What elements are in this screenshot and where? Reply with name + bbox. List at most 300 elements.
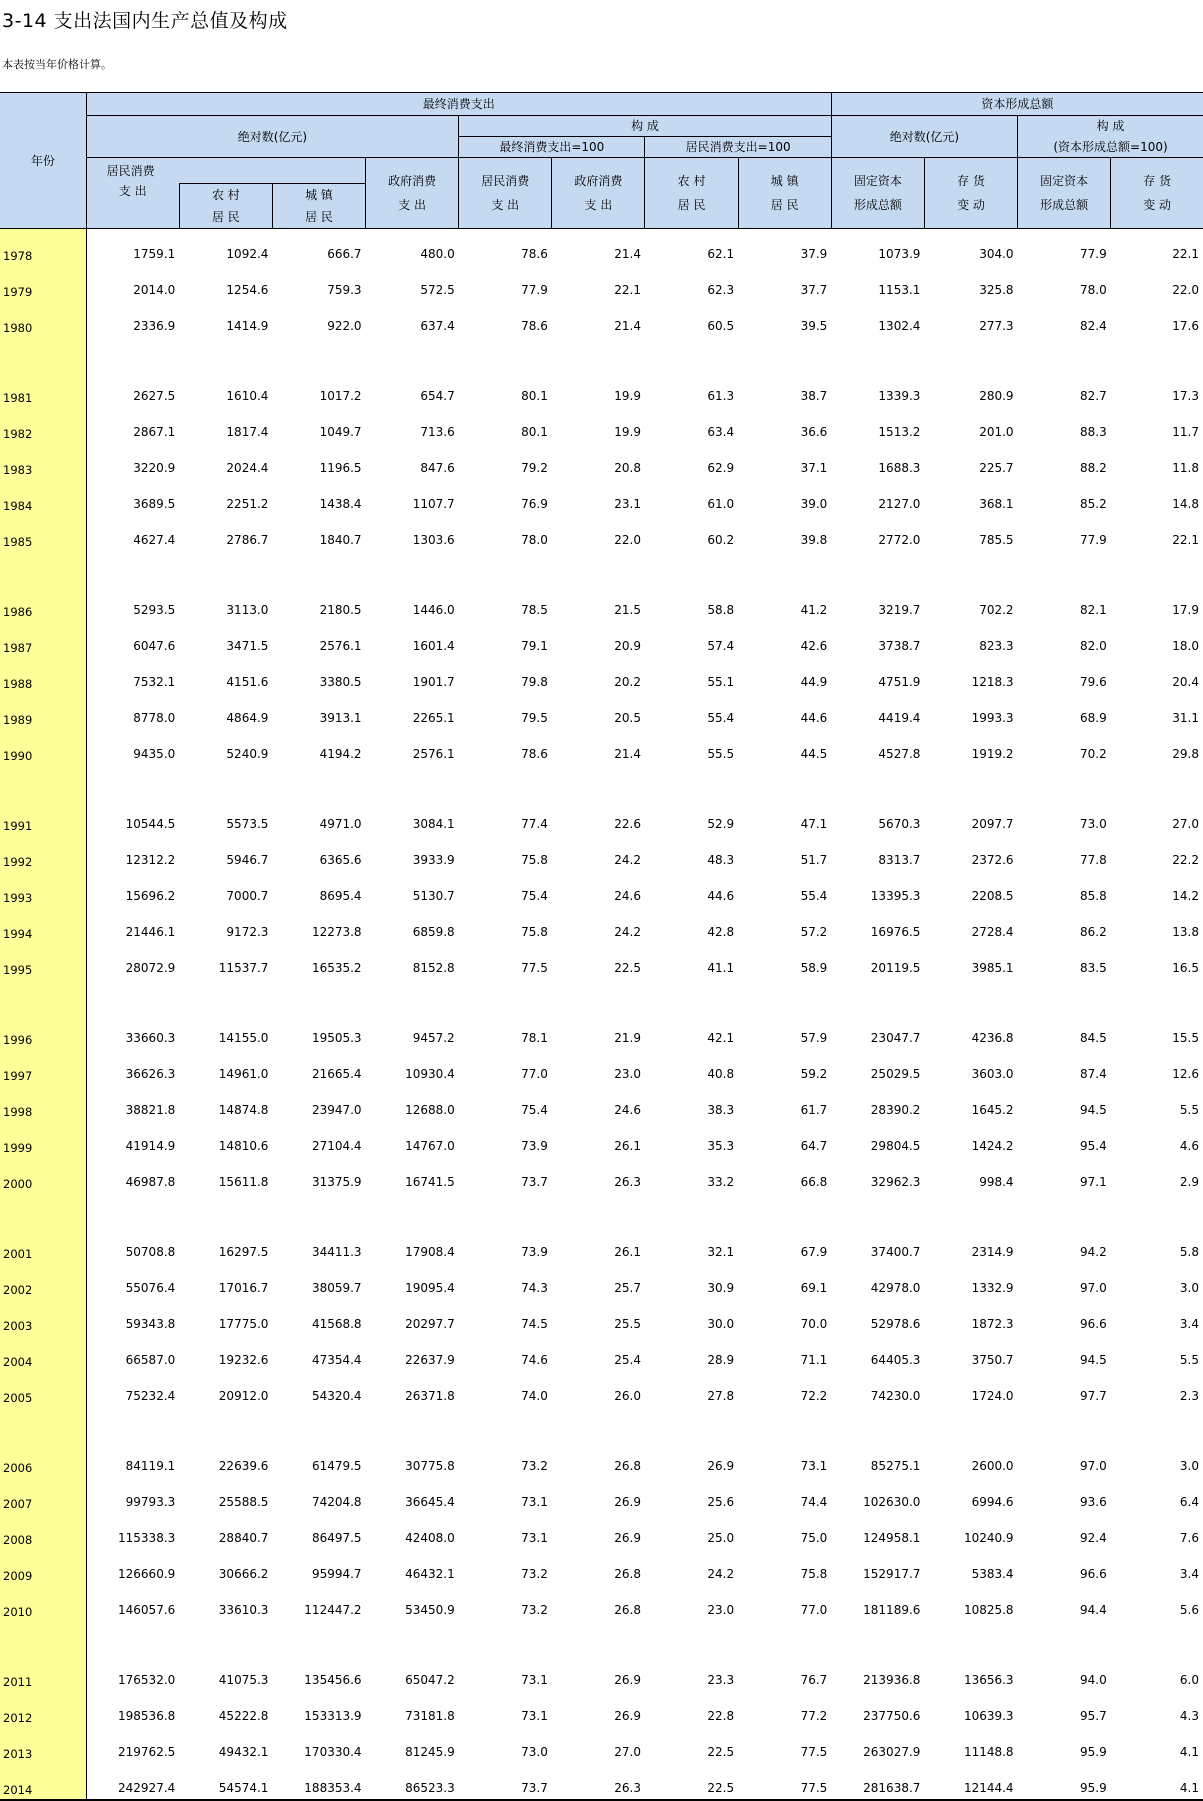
value-cell: 30775.8	[405, 1459, 455, 1473]
government-consumption-label: 政府消费	[388, 174, 437, 188]
value-cell: 57.2	[800, 925, 828, 939]
value-cell: 62.1	[707, 247, 735, 261]
value-cell: 3471.5	[226, 639, 269, 653]
value-cell: 70.2	[1079, 747, 1107, 761]
value-cell: 45222.8	[218, 1709, 269, 1723]
value-cell: 27.0	[1172, 817, 1199, 831]
value-cell: 79.6	[1079, 675, 1107, 689]
value-cell: 11.8	[1172, 461, 1199, 475]
value-cell: 3.0	[1179, 1459, 1199, 1473]
value-cell: 2251.2	[226, 497, 269, 511]
value-cell: 74.4	[800, 1495, 828, 1509]
value-cell: 18.0	[1172, 639, 1199, 653]
value-cell: 15.5	[1172, 1031, 1199, 1045]
value-cell: 95.9	[1079, 1745, 1107, 1759]
rural-header: 农 村	[179, 184, 272, 207]
value-cell: 75.8	[521, 853, 548, 867]
value-cell: 57.4	[707, 639, 735, 653]
value-cell: 76.7	[800, 1673, 828, 1687]
value-cell: 6859.8	[412, 925, 455, 939]
value-cell: 26.3	[614, 1175, 641, 1189]
value-cell: 22.1	[1172, 247, 1199, 261]
value-cell: 19095.4	[405, 1281, 455, 1295]
value-cell: 2.9	[1179, 1175, 1199, 1189]
value-cell: 5293.5	[133, 603, 176, 617]
value-cell: 2576.1	[319, 639, 362, 653]
value-cell: 77.9	[521, 283, 548, 297]
spacer-row	[0, 337, 1203, 371]
value-cell: 84.5	[1079, 1031, 1107, 1045]
value-cell: 1610.4	[226, 389, 269, 403]
value-cell: 1645.2	[971, 1103, 1014, 1117]
value-cell: 280.9	[979, 389, 1014, 403]
value-cell: 1218.3	[971, 675, 1014, 689]
table-row	[0, 371, 1203, 407]
value-cell: 20.2	[614, 675, 641, 689]
year-cell: 2005	[0, 1371, 86, 1407]
year-cell: 1988	[0, 657, 86, 693]
table-row	[0, 871, 1203, 907]
value-cell: 2728.4	[971, 925, 1014, 939]
fixed-capital-formation-label: 形成总额	[853, 198, 902, 212]
value-cell: 86497.5	[311, 1531, 362, 1545]
value-cell: 75.8	[521, 925, 548, 939]
year-header: 年份	[0, 93, 86, 229]
year-cell: 1983	[0, 443, 86, 479]
table-row	[0, 1513, 1203, 1549]
value-cell: 1254.6	[226, 283, 269, 297]
value-cell: 42978.0	[870, 1281, 921, 1295]
value-cell: 20119.5	[870, 961, 921, 975]
value-cell: 8695.4	[319, 889, 362, 903]
value-cell: 88.3	[1079, 425, 1107, 439]
value-cell: 24.2	[614, 853, 641, 867]
value-cell: 66587.0	[125, 1353, 176, 1367]
value-cell: 85275.1	[870, 1459, 921, 1473]
value-cell: 3.4	[1179, 1567, 1199, 1581]
year-spacer-cell	[0, 979, 86, 1013]
value-cell: 20.8	[614, 461, 641, 475]
value-cell: 368.1	[979, 497, 1014, 511]
value-cell: 48.3	[707, 853, 735, 867]
value-cell: 8778.0	[133, 711, 176, 725]
value-cell: 23.3	[707, 1673, 735, 1687]
value-cell: 6365.6	[319, 853, 362, 867]
value-cell: 15696.2	[125, 889, 176, 903]
value-cell: 17.6	[1172, 319, 1199, 333]
value-cell: 4.1	[1179, 1745, 1199, 1759]
fixed-capital-label: 固定资本	[853, 174, 902, 188]
value-cell: 10639.3	[963, 1709, 1014, 1723]
value-cell: 69.1	[800, 1281, 828, 1295]
urban-share-residents-label: 居 民	[770, 198, 799, 212]
value-cell: 11537.7	[218, 961, 269, 975]
value-cell: 73.1	[521, 1531, 548, 1545]
value-cell: 75.8	[800, 1567, 828, 1581]
government-share-expenditure-label: 支 出	[584, 198, 613, 212]
value-cell: 83.5	[1079, 961, 1107, 975]
fixed-capital-share-header	[1018, 158, 1111, 229]
value-cell: 572.5	[420, 283, 455, 297]
value-cell: 26.8	[614, 1567, 641, 1581]
value-cell: 4151.6	[226, 675, 269, 689]
government-share-header	[552, 158, 645, 229]
value-cell: 78.6	[521, 747, 548, 761]
value-cell: 26.9	[614, 1673, 641, 1687]
value-cell: 55.4	[707, 711, 735, 725]
value-cell: 82.0	[1079, 639, 1107, 653]
value-cell: 72.2	[800, 1389, 828, 1403]
value-cell: 30.0	[707, 1317, 735, 1331]
value-cell: 654.7	[420, 389, 455, 403]
value-cell: 36626.3	[125, 1067, 176, 1081]
value-cell: 1339.3	[878, 389, 921, 403]
value-cell: 115338.3	[118, 1531, 176, 1545]
value-cell: 74.0	[521, 1389, 548, 1403]
value-cell: 28390.2	[870, 1103, 921, 1117]
spacer-row	[0, 1407, 1203, 1441]
value-cell: 22.5	[645, 1763, 738, 1800]
value-cell: 26371.8	[405, 1389, 455, 1403]
value-cell: 3750.7	[971, 1353, 1014, 1367]
value-cell: 49432.1	[218, 1745, 269, 1759]
page-title: 3-14 支出法国内生产总值及构成	[2, 10, 288, 32]
value-cell: 9172.3	[226, 925, 269, 939]
inventory-share-change-label: 变 动	[1143, 198, 1172, 212]
value-cell: 38.7	[800, 389, 828, 403]
value-cell: 3.0	[1179, 1281, 1199, 1295]
value-cell: 5.5	[1179, 1103, 1199, 1117]
spacer-cell	[86, 551, 1203, 585]
value-cell: 23.0	[707, 1603, 735, 1617]
year-cell: 2012	[0, 1691, 86, 1727]
value-cell: 3913.1	[319, 711, 362, 725]
value-cell: 6.4	[1179, 1495, 1199, 1509]
value-cell: 68.9	[1079, 711, 1107, 725]
value-cell: 1424.2	[971, 1139, 1014, 1153]
value-cell: 14155.0	[218, 1031, 269, 1045]
value-cell: 64405.3	[870, 1353, 921, 1367]
value-cell: 74.6	[521, 1353, 548, 1367]
value-cell: 36.6	[800, 425, 828, 439]
value-cell: 8313.7	[878, 853, 921, 867]
value-cell: 73.1	[800, 1459, 828, 1473]
value-cell: 4527.8	[878, 747, 921, 761]
table-row	[0, 1013, 1203, 1049]
rural-share-header	[645, 158, 738, 229]
value-cell: 4751.9	[878, 675, 921, 689]
year-cell: 2013	[0, 1727, 86, 1763]
value-cell: 63.4	[707, 425, 735, 439]
value-cell: 10825.8	[963, 1603, 1014, 1617]
value-cell: 23047.7	[870, 1031, 921, 1045]
gdp-expenditure-table-container	[0, 92, 1203, 1801]
value-cell: 1724.0	[971, 1389, 1014, 1403]
value-cell: 22.0	[1172, 283, 1199, 297]
value-cell: 2097.7	[971, 817, 1014, 831]
value-cell: 22.5	[614, 961, 641, 975]
value-cell: 92.4	[1079, 1531, 1107, 1545]
value-cell: 59.2	[800, 1067, 828, 1081]
urban-share-header	[738, 158, 831, 229]
year-spacer-cell	[0, 765, 86, 799]
value-cell: 22.8	[707, 1709, 735, 1723]
value-cell: 6994.6	[971, 1495, 1014, 1509]
value-cell: 99793.3	[125, 1495, 176, 1509]
value-cell: 53450.9	[405, 1603, 455, 1617]
year-cell: 2014	[0, 1763, 86, 1800]
value-cell: 1993.3	[971, 711, 1014, 725]
value-cell: 73.2	[521, 1459, 548, 1473]
value-cell: 1049.7	[319, 425, 362, 439]
value-cell: 28.9	[707, 1353, 735, 1367]
value-cell: 23947.0	[311, 1103, 362, 1117]
value-cell: 19232.6	[218, 1353, 269, 1367]
value-cell: 51.7	[800, 853, 828, 867]
value-cell: 44.6	[800, 711, 828, 725]
value-cell: 87.4	[1079, 1067, 1107, 1081]
value-cell: 77.5	[800, 1745, 828, 1759]
value-cell: 27.8	[707, 1389, 735, 1403]
value-cell: 37.9	[800, 247, 828, 261]
value-cell: 75.0	[800, 1531, 828, 1545]
year-cell: 1980	[0, 301, 86, 337]
value-cell: 44.6	[707, 889, 735, 903]
value-cell: 32962.3	[870, 1175, 921, 1189]
value-cell: 4864.9	[226, 711, 269, 725]
value-cell: 146057.6	[118, 1603, 176, 1617]
value-cell: 213936.8	[863, 1673, 921, 1687]
value-cell: 35.3	[707, 1139, 735, 1153]
value-cell: 2.3	[1179, 1389, 1199, 1403]
table-row	[0, 479, 1203, 515]
value-cell: 1414.9	[226, 319, 269, 333]
value-cell: 75232.4	[125, 1389, 176, 1403]
value-cell: 31375.9	[311, 1175, 362, 1189]
value-cell: 79.8	[521, 675, 548, 689]
year-cell: 1990	[0, 729, 86, 765]
value-cell: 2772.0	[878, 533, 921, 547]
value-cell: 2127.0	[878, 497, 921, 511]
value-cell: 46432.1	[405, 1567, 455, 1581]
value-cell: 16741.5	[405, 1175, 455, 1189]
value-cell: 62.3	[707, 283, 735, 297]
value-cell: 1438.4	[319, 497, 362, 511]
value-cell: 152917.7	[863, 1567, 921, 1581]
spacer-cell	[86, 979, 1203, 1013]
value-cell: 38059.7	[311, 1281, 362, 1295]
value-cell: 17908.4	[405, 1245, 455, 1259]
year-cell: 1985	[0, 515, 86, 551]
value-cell: 73.1	[521, 1709, 548, 1723]
value-cell: 1446.0	[412, 603, 455, 617]
value-cell: 31.1	[1172, 711, 1199, 725]
value-cell: 95994.7	[311, 1567, 362, 1581]
value-cell: 39.8	[800, 533, 828, 547]
value-cell: 23.0	[614, 1067, 641, 1081]
value-cell: 78.0	[1079, 283, 1107, 297]
year-cell: 1986	[0, 585, 86, 621]
value-cell: 1073.9	[878, 247, 921, 261]
final-consumption-eq-100-header: 最终消费支出=100	[459, 137, 645, 158]
value-cell: 20912.0	[218, 1389, 269, 1403]
value-cell: 37.1	[800, 461, 828, 475]
inventory-share-header	[1111, 158, 1203, 229]
final-consumption-header: 最终消费支出	[86, 93, 831, 116]
value-cell: 42.6	[800, 639, 828, 653]
value-cell: 77.5	[738, 1763, 831, 1800]
year-cell: 1987	[0, 621, 86, 657]
value-cell: 94.2	[1079, 1245, 1107, 1259]
value-cell: 25588.5	[218, 1495, 269, 1509]
value-cell: 75.4	[521, 1103, 548, 1117]
value-cell: 41.2	[800, 603, 828, 617]
value-cell: 219762.5	[118, 1745, 176, 1759]
value-cell: 80.1	[521, 389, 548, 403]
capital-formation-header: 资本形成总额	[831, 93, 1203, 116]
inventory-change-label: 变 动	[957, 198, 985, 212]
year-cell: 1991	[0, 799, 86, 835]
value-cell: 1303.6	[412, 533, 455, 547]
value-cell: 80.1	[521, 425, 548, 439]
spacer-row	[0, 765, 1203, 799]
value-cell: 73.2	[521, 1567, 548, 1581]
household-expenditure-header: 支 出	[86, 184, 179, 229]
value-cell: 77.4	[521, 817, 548, 831]
year-spacer-cell	[0, 1407, 86, 1441]
value-cell: 26.8	[614, 1459, 641, 1473]
value-cell: 52978.6	[870, 1317, 921, 1331]
value-cell: 29.8	[1172, 747, 1199, 761]
value-cell: 1840.7	[319, 533, 362, 547]
table-row	[0, 943, 1203, 979]
value-cell: 135456.6	[304, 1673, 362, 1687]
value-cell: 78.0	[521, 533, 548, 547]
year-cell: 2008	[0, 1513, 86, 1549]
value-cell: 6.0	[1179, 1673, 1199, 1687]
inventory-label: 存 货	[957, 174, 985, 188]
value-cell: 74.3	[521, 1281, 548, 1295]
value-cell: 11148.8	[963, 1745, 1014, 1759]
value-cell: 61.7	[800, 1103, 828, 1117]
value-cell: 57.9	[800, 1031, 828, 1045]
value-cell: 38.3	[707, 1103, 735, 1117]
table-row	[0, 1121, 1203, 1157]
value-cell: 1919.2	[971, 747, 1014, 761]
spacer-cell	[86, 1621, 1203, 1655]
value-cell: 847.6	[420, 461, 455, 475]
value-cell: 3985.1	[971, 961, 1014, 975]
value-cell: 4.1	[1111, 1763, 1203, 1800]
value-cell: 19505.3	[311, 1031, 362, 1045]
year-cell: 1998	[0, 1085, 86, 1121]
table-row	[0, 1299, 1203, 1335]
value-cell: 75.4	[521, 889, 548, 903]
value-cell: 16297.5	[218, 1245, 269, 1259]
value-cell: 1901.7	[412, 675, 455, 689]
value-cell: 58.9	[800, 961, 828, 975]
value-cell: 78.6	[521, 247, 548, 261]
value-cell: 10544.5	[125, 817, 176, 831]
urban-share-label: 城 镇	[770, 174, 799, 188]
value-cell: 4194.2	[319, 747, 362, 761]
value-cell: 201.0	[979, 425, 1014, 439]
table-row	[0, 657, 1203, 693]
value-cell: 17.3	[1172, 389, 1199, 403]
value-cell: 96.6	[1079, 1317, 1107, 1331]
value-cell: 78.5	[521, 603, 548, 617]
year-cell: 1993	[0, 871, 86, 907]
value-cell: 12144.4	[924, 1763, 1017, 1800]
fixed-capital-share-formation-label: 形成总额	[1040, 198, 1089, 212]
table-body	[0, 229, 1203, 1801]
value-cell: 55.5	[707, 747, 735, 761]
value-cell: 759.3	[327, 283, 362, 297]
value-cell: 33.2	[707, 1175, 735, 1189]
value-cell: 41075.3	[218, 1673, 269, 1687]
value-cell: 66.8	[800, 1175, 828, 1189]
value-cell: 2372.6	[971, 853, 1014, 867]
value-cell: 3689.5	[133, 497, 176, 511]
value-cell: 60.5	[707, 319, 735, 333]
urban-header: 城 镇	[272, 184, 365, 207]
value-cell: 61479.5	[311, 1459, 362, 1473]
value-cell: 25.6	[707, 1495, 735, 1509]
year-spacer-cell	[0, 551, 86, 585]
value-cell: 5946.7	[226, 853, 269, 867]
year-spacer-cell	[0, 337, 86, 371]
year-cell: 1994	[0, 907, 86, 943]
value-cell: 95.7	[1079, 1709, 1107, 1723]
value-cell: 25.7	[614, 1281, 641, 1295]
household-eq-100-header: 居民消费支出=100	[645, 137, 831, 158]
value-cell: 54574.1	[179, 1763, 272, 1800]
table-row	[0, 1691, 1203, 1727]
value-cell: 17016.7	[218, 1281, 269, 1295]
table-row	[0, 229, 1203, 266]
value-cell: 20.4	[1172, 675, 1199, 689]
value-cell: 73.7	[521, 1175, 548, 1189]
value-cell: 50708.8	[125, 1245, 176, 1259]
value-cell: 77.9	[1079, 247, 1107, 261]
rural-share-label: 农 村	[677, 174, 706, 188]
value-cell: 1759.1	[133, 247, 176, 261]
table-row	[0, 1335, 1203, 1371]
year-cell: 2002	[0, 1263, 86, 1299]
value-cell: 19.9	[614, 389, 641, 403]
value-cell: 14.8	[1172, 497, 1199, 511]
value-cell: 9457.2	[412, 1031, 455, 1045]
value-cell: 40.8	[707, 1067, 735, 1081]
value-cell: 1017.2	[319, 389, 362, 403]
value-cell: 73.7	[459, 1763, 552, 1800]
household-consumption-header: 居民消费	[86, 158, 365, 184]
table-row	[0, 301, 1203, 337]
value-cell: 2180.5	[319, 603, 362, 617]
value-cell: 2208.5	[971, 889, 1014, 903]
value-cell: 33660.3	[125, 1031, 176, 1045]
value-cell: 126660.9	[118, 1567, 176, 1581]
value-cell: 26.9	[707, 1459, 735, 1473]
value-cell: 94.4	[1079, 1603, 1107, 1617]
table-row	[0, 621, 1203, 657]
value-cell: 5130.7	[412, 889, 455, 903]
value-cell: 14767.0	[405, 1139, 455, 1153]
table-row	[0, 1585, 1203, 1621]
value-cell: 170330.4	[304, 1745, 362, 1759]
table-note: 本表按当年价格计算。	[2, 58, 112, 71]
value-cell: 67.9	[800, 1245, 828, 1259]
